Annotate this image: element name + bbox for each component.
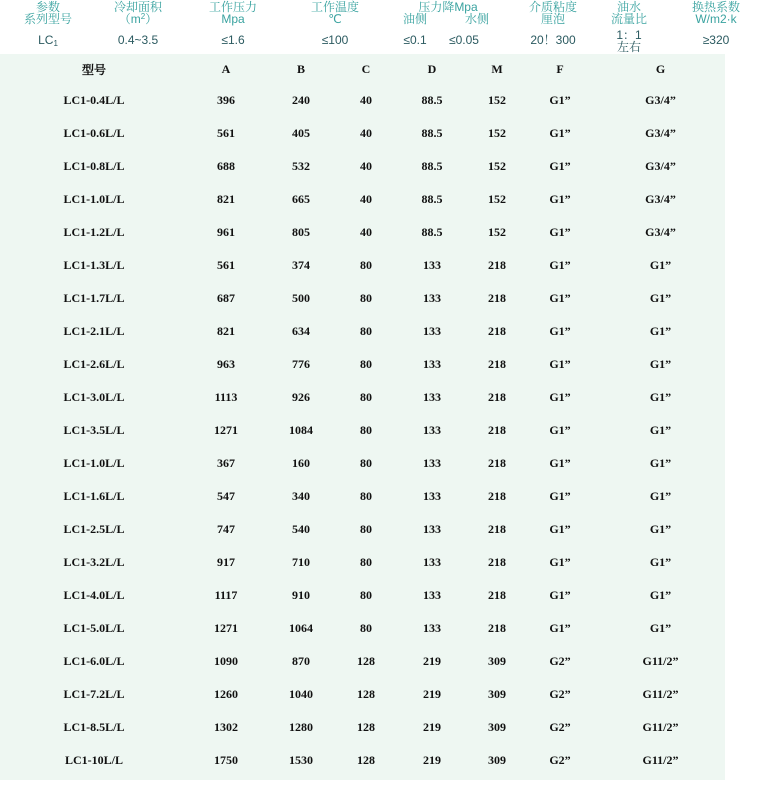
dimension-cell: 40 — [360, 159, 372, 173]
dimension-cell: G1” — [549, 126, 571, 140]
dimension-cell: G1” — [649, 621, 672, 635]
model-cell: LC1-0.4L/L — [63, 93, 125, 107]
dimension-cell: G3/4” — [645, 93, 676, 107]
value-ratio-note: 左右 — [616, 40, 641, 54]
dimension-cell: 40 — [360, 225, 372, 239]
dimension-cell: 133 — [423, 291, 441, 305]
table-row — [0, 216, 725, 249]
table-row — [0, 84, 725, 117]
header-working-pressure-unit: Mpa — [221, 12, 245, 26]
table-row — [0, 744, 725, 777]
dimension-cell: G1” — [649, 423, 672, 437]
dimension-cell: 688 — [217, 159, 235, 173]
dimension-cell: 80 — [360, 357, 372, 371]
dimension-cell: 152 — [488, 192, 506, 206]
dimension-cell: 133 — [423, 324, 441, 338]
table-body — [0, 84, 725, 777]
dimension-cell: 1271 — [214, 423, 238, 437]
dimension-cell: 218 — [488, 423, 506, 437]
column-header: A — [221, 61, 231, 76]
dimension-cell: G1” — [649, 456, 672, 470]
header-flow-ratio: 流量比 — [610, 12, 647, 26]
dimension-cell: 1271 — [214, 621, 238, 635]
header-heat-coefficient-unit: W/m2·k — [695, 12, 737, 26]
value-viscosity: 20！300 — [530, 33, 576, 47]
dimension-cell: 133 — [423, 522, 441, 536]
dimension-cell: 218 — [488, 588, 506, 602]
dimension-cell: 340 — [292, 489, 310, 503]
value-pressure: ≤1.6 — [221, 33, 245, 47]
value-ratio: 1：1 — [616, 28, 642, 42]
dimension-cell: 133 — [423, 621, 441, 635]
dimension-cell: 1064 — [289, 621, 313, 635]
dimension-cell: 240 — [292, 93, 310, 107]
dimension-cell: 218 — [488, 522, 506, 536]
dimension-cell: 396 — [217, 93, 235, 107]
dimension-cell: 1117 — [214, 588, 238, 602]
dimension-cell: G1” — [549, 555, 571, 569]
dimension-cell: 309 — [488, 654, 506, 668]
model-cell: LC1-1.3L/L — [63, 258, 125, 272]
dimension-cell: 1084 — [289, 423, 313, 437]
header-cooling-area-unit: $(m^2)$ — [118, 12, 158, 26]
dimension-cell: 80 — [360, 456, 372, 470]
dimension-cell: G1” — [549, 192, 571, 206]
dimension-cell: G2” — [549, 720, 571, 734]
dimension-cell: 961 — [217, 225, 235, 239]
dimension-cell: 80 — [360, 621, 372, 635]
table-row — [0, 546, 725, 579]
dimension-cell: G1” — [549, 324, 571, 338]
column-header: M — [491, 61, 503, 76]
model-cell: LC1-3.2L/L — [63, 555, 125, 569]
dimension-cell: G1” — [549, 456, 571, 470]
dimension-cell: 1530 — [289, 753, 313, 767]
dimension-cell: 309 — [488, 720, 506, 734]
table-row — [0, 183, 725, 216]
dimension-cell: 152 — [488, 159, 506, 173]
dimension-cell: G2” — [549, 654, 571, 668]
table-row — [0, 381, 725, 414]
dimension-cell: 88.5 — [421, 192, 443, 206]
dimension-cell: 40 — [360, 192, 372, 206]
dimension-cell: 80 — [360, 522, 372, 536]
dimension-cell: 547 — [217, 489, 235, 503]
model-cell: LC1-1.6L/L — [63, 489, 125, 503]
dimension-cell: G1” — [549, 225, 571, 239]
dimension-cell: 1113 — [214, 390, 238, 404]
dimension-cell: 687 — [217, 291, 235, 305]
dimension-cell: G1” — [649, 555, 672, 569]
model-cell: LC1-6.0L/L — [63, 654, 125, 668]
dimension-cell: 152 — [488, 126, 506, 140]
dimension-cell: 374 — [292, 258, 310, 272]
dimension-cell: G1” — [649, 588, 672, 602]
dimension-cell: 219 — [423, 687, 441, 701]
dimension-cell: 821 — [217, 192, 235, 206]
model-cell: LC1-3.5L/L — [63, 423, 125, 437]
table-row — [0, 414, 725, 447]
dimension-cell: 367 — [217, 456, 235, 470]
dimension-cell: 80 — [360, 258, 372, 272]
table-row — [0, 447, 725, 480]
dimension-cell: 1280 — [289, 720, 313, 734]
dimension-cell: 218 — [488, 324, 506, 338]
header-param: 参数 — [35, 0, 60, 14]
dimension-cell: G1” — [649, 324, 672, 338]
dimension-cell: G3/4” — [645, 225, 676, 239]
dimension-cell: G11/2” — [642, 720, 679, 734]
model-cell: LC1-10L/L — [64, 753, 123, 767]
column-header: D — [427, 61, 437, 76]
model-cell: LC1-2.6L/L — [63, 357, 125, 371]
dimension-cell: 40 — [360, 126, 372, 140]
dimension-cell: 309 — [488, 687, 506, 701]
dimension-cell: 133 — [423, 588, 441, 602]
dimension-cell: 128 — [357, 654, 375, 668]
table-row — [0, 612, 725, 645]
model-cell: LC1-8.5L/L — [63, 720, 125, 734]
column-header: B — [296, 61, 305, 76]
header-cooling-area: 冷却面积 — [113, 0, 162, 14]
dimension-cell: G1” — [649, 390, 672, 404]
dimension-cell: G1” — [649, 357, 672, 371]
dimension-cell: 1040 — [289, 687, 313, 701]
table-row — [0, 348, 725, 381]
dimension-cell: 532 — [292, 159, 310, 173]
dimension-cell: 218 — [488, 456, 506, 470]
table-row — [0, 150, 725, 183]
dimension-cell: G1” — [649, 258, 672, 272]
dimension-cell: 128 — [357, 687, 375, 701]
header-viscosity: 介质粘度 — [528, 0, 577, 14]
dimension-cell: G3/4” — [645, 192, 676, 206]
model-cell: LC1-7.2L/L — [63, 687, 125, 701]
dimension-cell: G1” — [549, 357, 571, 371]
header-pressure-drop: 压力降Mpa — [418, 0, 478, 14]
dimension-cell: 133 — [423, 456, 441, 470]
model-cell: LC1-1.2L/L — [63, 225, 125, 239]
table-row — [0, 645, 725, 678]
dimension-cell: 665 — [292, 192, 310, 206]
dimension-cell: 710 — [292, 555, 310, 569]
table-row — [0, 315, 725, 348]
dimension-cell: 128 — [357, 753, 375, 767]
dimension-cell: 80 — [360, 390, 372, 404]
table-row — [0, 249, 725, 282]
dimension-cell: 309 — [488, 753, 506, 767]
header-working-temperature-unit: ℃ — [328, 12, 342, 26]
dimension-cell: 88.5 — [421, 126, 443, 140]
spec-summary — [0, 0, 767, 55]
dimension-cell: 128 — [357, 720, 375, 734]
dimension-cell: G11/2” — [642, 753, 679, 767]
value-temperature: ≤100 — [321, 33, 349, 47]
dimension-cell: 926 — [292, 390, 310, 404]
header-working-temperature: 工作温度 — [310, 0, 359, 14]
dimension-cell: 80 — [360, 291, 372, 305]
table-row — [0, 579, 725, 612]
dimension-cell: G1” — [549, 258, 571, 272]
column-header: C — [361, 61, 371, 76]
dimension-cell: 963 — [217, 357, 235, 371]
table-row — [0, 513, 725, 546]
table-row — [0, 480, 725, 513]
dimensions-table — [0, 54, 725, 777]
dimension-cell: 133 — [423, 423, 441, 437]
dimension-cell: 805 — [292, 225, 310, 239]
dimension-cell: G2” — [549, 753, 571, 767]
dimension-cell: G1” — [649, 522, 672, 536]
value-model: $LC_1$ — [38, 33, 58, 48]
dimension-cell: G1” — [549, 588, 571, 602]
dimension-cell: 80 — [360, 423, 372, 437]
dimension-cell: 561 — [217, 258, 235, 272]
model-cell: LC1-2.5L/L — [63, 522, 125, 536]
dimension-cell: 218 — [488, 621, 506, 635]
dimension-cell: G11/2” — [642, 687, 679, 701]
dimension-cell: 88.5 — [421, 159, 443, 173]
dimension-cell: 561 — [217, 126, 235, 140]
header-oil-water: 油水 — [616, 0, 641, 14]
dimension-cell: 1750 — [214, 753, 238, 767]
table-header-row — [0, 54, 725, 84]
column-header: F — [556, 61, 564, 76]
dimension-cell: 218 — [488, 357, 506, 371]
dimension-cell: 218 — [488, 555, 506, 569]
dimension-cell: 133 — [423, 555, 441, 569]
dimension-cell: 821 — [217, 324, 235, 338]
header-series-model: 系列型号 — [23, 12, 72, 26]
dimension-cell: G3/4” — [645, 126, 676, 140]
dimension-cell: 133 — [423, 357, 441, 371]
dimension-cell: 133 — [423, 489, 441, 503]
dimension-cell: 80 — [360, 324, 372, 338]
dimension-cell: 910 — [292, 588, 310, 602]
header-working-pressure: 工作压力 — [208, 0, 257, 14]
dimension-cell: 80 — [360, 489, 372, 503]
dimension-cell: G1” — [549, 621, 571, 635]
dimension-cell: G1” — [549, 291, 571, 305]
dimension-cell: 80 — [360, 555, 372, 569]
value-area: 0.4~3.5 — [117, 33, 159, 47]
dimension-cell: G1” — [549, 423, 571, 437]
dimension-cell: G1” — [549, 522, 571, 536]
dimension-cell: 40 — [360, 93, 372, 107]
model-cell: LC1-4.0L/L — [63, 588, 125, 602]
dimension-cell: G1” — [649, 489, 672, 503]
value-coefficient: ≥320 — [702, 33, 730, 47]
dimension-cell: 218 — [488, 258, 506, 272]
dimension-cell: G1” — [549, 159, 571, 173]
dimension-cell: 219 — [423, 654, 441, 668]
dimension-cell: G1” — [549, 390, 571, 404]
column-header: G — [655, 61, 666, 76]
dimension-cell: 870 — [292, 654, 310, 668]
table-row — [0, 282, 725, 315]
dimension-cell: 152 — [488, 93, 506, 107]
dimension-cell: G1” — [649, 291, 672, 305]
header-oil-side: 油侧 — [402, 12, 427, 26]
model-cell: LC1-3.0L/L — [63, 390, 125, 404]
dimension-cell: 219 — [423, 720, 441, 734]
value-oil-drop: ≤0.1 — [403, 33, 427, 47]
header-viscosity-unit: 厘泡 — [540, 12, 565, 26]
dimension-cell: 133 — [423, 258, 441, 272]
dimension-cell: 540 — [292, 522, 310, 536]
dimension-cell: 747 — [217, 522, 235, 536]
dimension-cell: 218 — [488, 291, 506, 305]
model-cell: LC1-1.0L/L — [63, 192, 125, 206]
dimension-cell: 219 — [423, 753, 441, 767]
dimension-cell: 776 — [292, 357, 310, 371]
dimension-cell: 500 — [292, 291, 310, 305]
dimension-cell: G1” — [549, 93, 571, 107]
dimension-cell: 80 — [360, 588, 372, 602]
header-heat-coefficient: 换热系数 — [691, 0, 740, 14]
model-cell: LC1-2.1L/L — [63, 324, 125, 338]
model-cell: LC1-0.8L/L — [63, 159, 125, 173]
table-row — [0, 678, 725, 711]
dimension-cell: G3/4” — [645, 159, 676, 173]
dimension-cell: 218 — [488, 489, 506, 503]
dimension-cell: 634 — [292, 324, 310, 338]
value-water-drop: ≤0.05 — [449, 33, 479, 47]
dimension-cell: 88.5 — [421, 225, 443, 239]
dimension-cell: 1260 — [214, 687, 238, 701]
dimension-cell: G1” — [549, 489, 571, 503]
dimension-cell: 218 — [488, 390, 506, 404]
table-row — [0, 711, 725, 744]
dimension-cell: 1302 — [214, 720, 238, 734]
dimension-cell: G2” — [549, 687, 571, 701]
model-cell: LC1-1.7L/L — [63, 291, 125, 305]
dimension-cell: 152 — [488, 225, 506, 239]
dimension-cell: 1090 — [214, 654, 238, 668]
column-header: 型号 — [81, 62, 106, 77]
table-row — [0, 117, 725, 150]
dimension-cell: G11/2” — [642, 654, 679, 668]
dimensions-table-panel — [0, 54, 725, 780]
dimension-cell: 405 — [292, 126, 310, 140]
model-cell: LC1-0.6L/L — [63, 126, 125, 140]
dimension-cell: 133 — [423, 390, 441, 404]
dimension-cell: 88.5 — [421, 93, 443, 107]
dimension-cell: 160 — [292, 456, 310, 470]
header-water-side: 水侧 — [464, 12, 489, 26]
dimension-cell: 917 — [217, 555, 235, 569]
model-cell: LC1-5.0L/L — [63, 621, 125, 635]
model-cell: LC1-1.0L/L — [63, 456, 125, 470]
